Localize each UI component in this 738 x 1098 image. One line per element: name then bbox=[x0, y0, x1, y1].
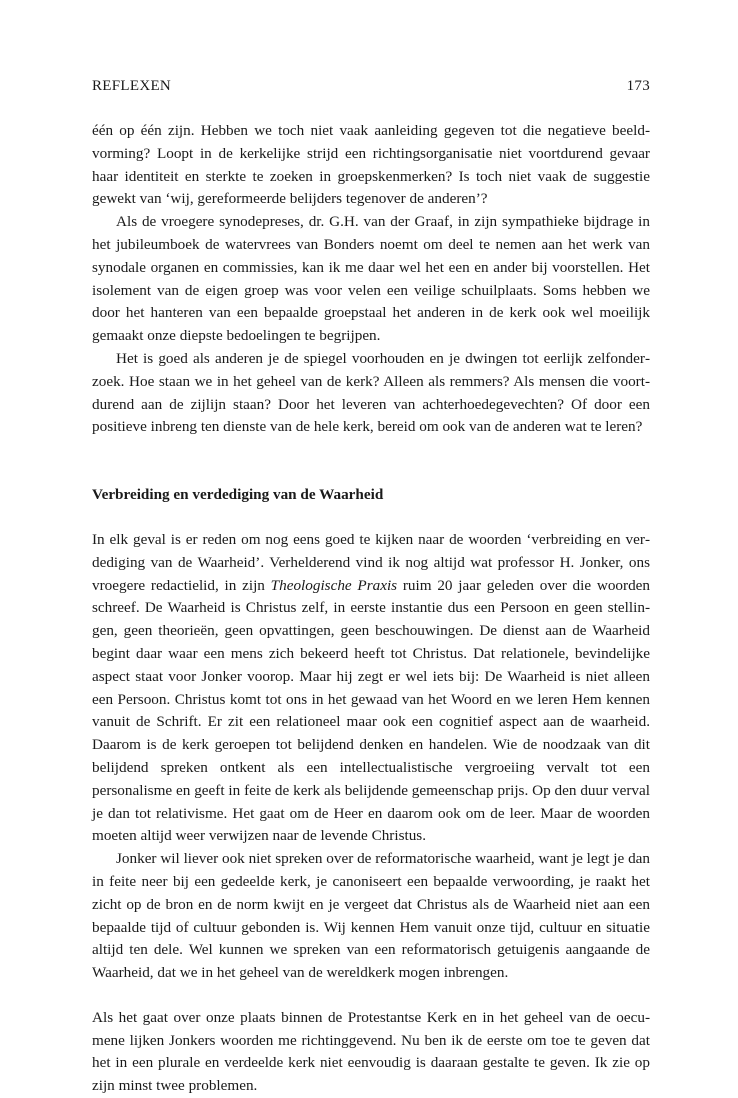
section-heading: Verbreiding en verdediging van de Waarheid bbox=[92, 486, 384, 504]
running-head bbox=[92, 78, 650, 98]
page-number: 173 bbox=[626, 78, 650, 94]
paragraph-6: Als het gaat over onze plaats binnen de Protestantse Kerk en in het geheel van de oecumene lijken Jonkers woorden me richtinggevend. Nu ben ik de eerste om toe te geven dat het in een plurale en verdeelde kerk niet eenvoudig is daaraan gestalte te geven. Ik zie op zijn minst twee problemen. bbox=[92, 1008, 650, 1095]
paragraph-4-part-a: In elk geval is er reden om nog eens goed te kijken naar de woorden ‘verbreiding en verdediging van de Waarheid’. Verhelderend vind ik nog altijd wat professor H. Jonker, ons vroegere redactielid, in zijn bbox=[92, 530, 650, 594]
book-title-italic: Theologische Praxis bbox=[270, 576, 398, 594]
paragraph-gap bbox=[92, 985, 650, 1007]
body-text bbox=[92, 120, 650, 1098]
paragraph-2: Als de vroegere synodepreses, dr. G.H. van der Graaf, in zijn sympathieke bijdrage in het jubileumboek de watervrees van Bonders noemt om deel te nemen aan het werk van synodale organen en commissies, kan ik me daar wel het een en ander bij voorstellen. Het isolement van de eigen groep was voor velen een veilige schuilplaats. Soms hebben we door het hanteren van een bepaalde groepstaal het anderen in de kerk ook wel moeilijk gemaakt onze diepste bedoelingen te begrijpen. bbox=[92, 213, 650, 345]
paragraph-4 bbox=[92, 529, 650, 848]
running-title: REFLEXEN bbox=[92, 78, 172, 94]
paragraph-4-part-b: ruim 20 jaar geleden over die woorden schreef. De Waarheid is Christus zelf, in eerste instantie dus een Persoon en geen stellingen, geen theorieën, geen opvattingen, geen beschouwingen. De dienst aan de Waarheid begint daar waar een mens zich bekeerd heeft tot Christus. Dat relationele, bevindelijke aspect staat voor Jonker voorop. Maar hij zegt er wel iets bij: De Waarheid is niet alleen een Persoon. Christus komt tot ons in het gewaad van het Woord en we leren Hem kennen vanuit de Schrift. Er zit een relationeel maar ook een cognitief aspect aan de waarheid. Daarom is de kerk geroepen tot belijdend denken en handelen. Wie de noodzaak van dit belijdend spreken ontkent als een intellectualistische vergroeiing vervalt tot een personalisme en geeft in feite de kerk als belijdende gemeenschap prijs. Op den duur verval je dan tot relativisme. Het gaat om de Heer en daarom ook om de leer. Maar de woorden moeten altijd weer verwijzen naar de levende Christus. bbox=[92, 576, 651, 845]
paragraph-3: Het is goed als anderen je de spiegel voorhouden en je dwingen tot eerlijk zelfonderzoek. Hoe staan we in het geheel van de kerk? Alleen als remmers? Als mensen die voortdurend aan de zijlijn staan? Door het leveren van achterhoedegevechten? Of door een positieve inbreng ten dienste van de hele kerk, bereid om ook van de anderen wat te leren? bbox=[92, 349, 650, 436]
paragraph-5: Jonker wil liever ook niet spreken over de reformatorische waarheid, want je legt je dan in feite neer bij een gedeelde kerk, je canoniseert een bepaalde verwoording, je raakt het zicht op de bron en de norm kwijt en je vergeet dat Christus als de Waarheid niet aan een bepaalde tijd of cultuur gebonden is. Wij kennen Hem vanuit onze tijd, cultuur en situatie altijd ten dele. Wel kunnen we spreken van een reformatorisch getuigenis aangaande de Waarheid, dat we in het geheel van de wereldkerk mogen inbrengen. bbox=[92, 850, 650, 982]
paragraph-1: één op één zijn. Hebben we toch niet vaak aanleiding gegeven tot die negatieve beeldvorming? Loopt in de kerkelijke strijd een richtingsorganisatie niet voortdurend gevaar haar identiteit en sterkte te zoeken in groepskenmerken? Is toch niet vaak de suggestie gewekt van ‘wij, gereformeerde belijders tegenover de anderen’? bbox=[92, 122, 650, 208]
